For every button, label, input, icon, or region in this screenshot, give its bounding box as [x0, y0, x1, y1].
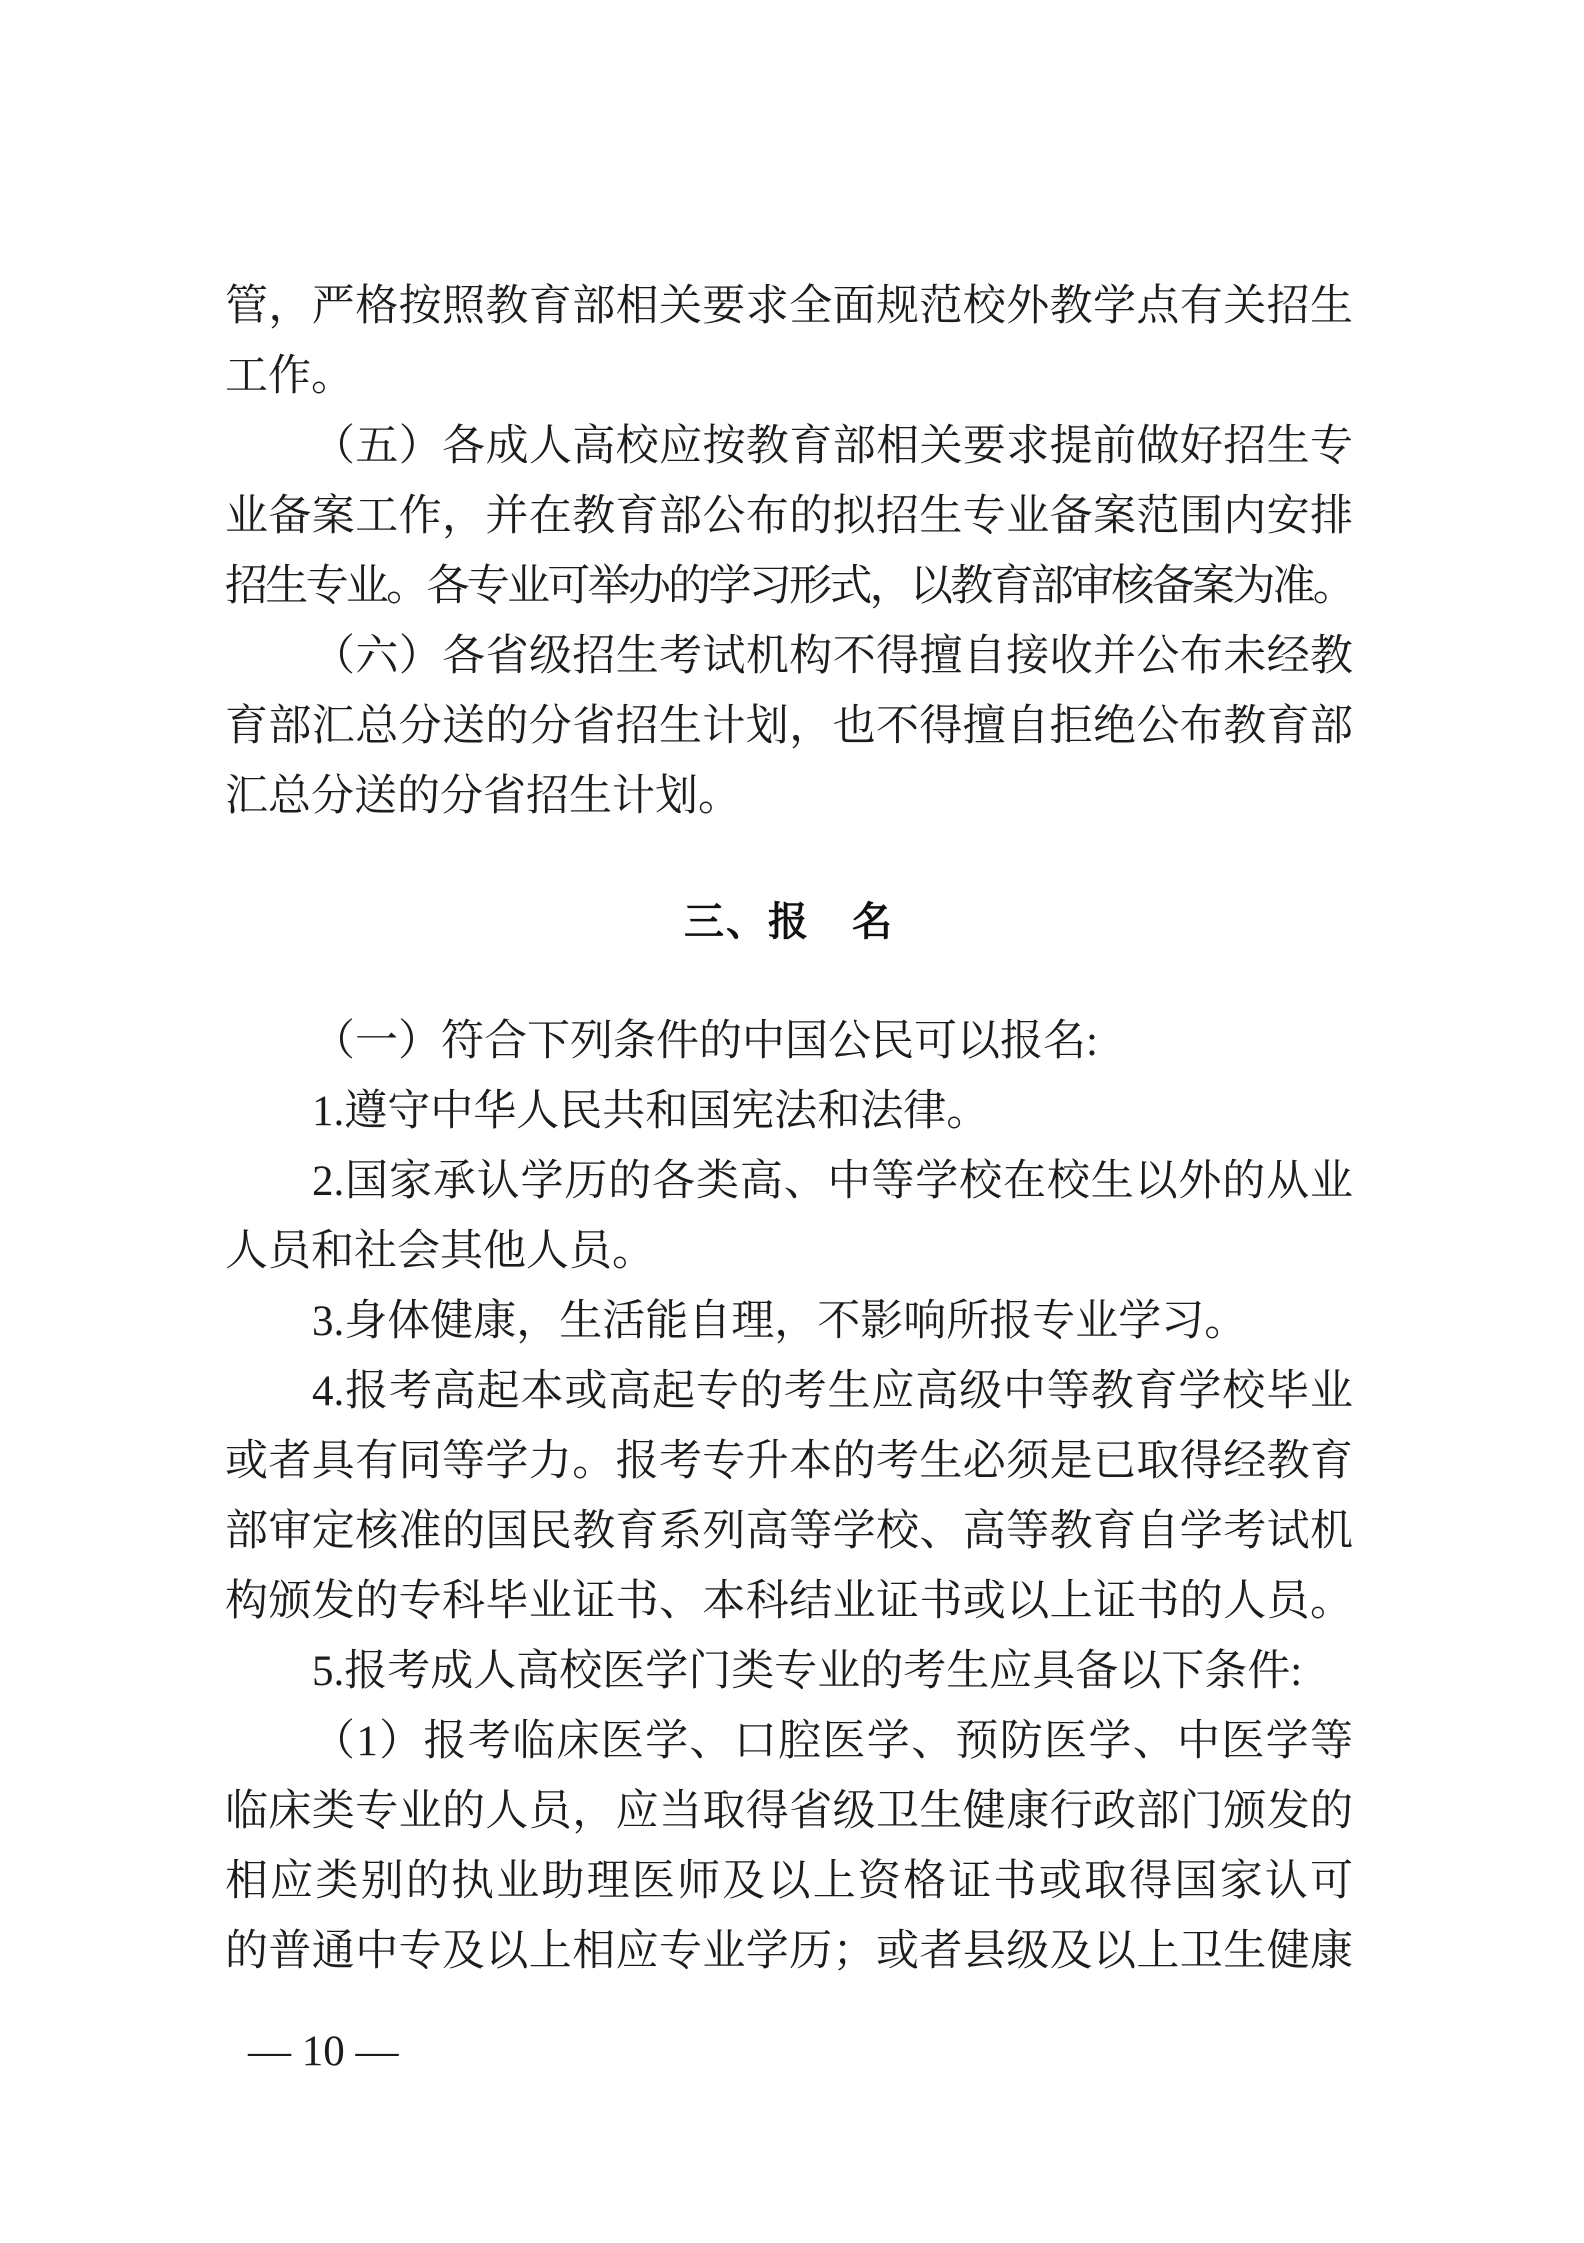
- paragraph-block-top: [225, 272, 1353, 832]
- body-line: 管，严格按照教育部相关要求全面规范校外教学点有关招生: [225, 283, 1353, 330]
- body-line: 或者具有同等学力。报考专升本的考生必须是已取得经教育: [225, 1438, 1353, 1485]
- body-line: 汇总分送的分省招生计划。: [225, 773, 741, 820]
- body-line: 育部汇总分送的分省招生计划，也不得擅自拒绝公布教育部: [225, 703, 1353, 750]
- body-line: 工作。: [225, 353, 354, 400]
- paragraph-block-bottom: [225, 1007, 1353, 1987]
- body-line: 相应类别的执业助理医师及以上资格证书或取得国家认可: [225, 1858, 1353, 1905]
- section-heading: 三、报 名: [684, 900, 894, 944]
- body-line: （1）报考临床医学、口腔医学、预防医学、中医学等: [312, 1718, 1353, 1765]
- body-line: 4.报考高起本或高起专的考生应高级中等教育学校毕业: [312, 1368, 1353, 1415]
- body-line: （一）符合下列条件的中国公民可以报名:: [312, 1018, 1098, 1065]
- body-line: （五）各成人高校应按教育部相关要求提前做好招生专: [312, 423, 1353, 470]
- body-line: 人员和社会其他人员。: [225, 1228, 655, 1275]
- body-line: 2.国家承认学历的各类高、中等学校在校生以外的从业: [312, 1158, 1353, 1205]
- body-line: 招生专业。各专业可举办的学习形式，以教育部审核备案为准。: [225, 563, 1353, 610]
- body-line: 5.报考成人高校医学门类专业的考生应具备以下条件:: [312, 1648, 1303, 1695]
- body-line: 的普通中专及以上相应专业学历；或者县级及以上卫生健康: [225, 1928, 1353, 1975]
- body-line: 构颁发的专科毕业证书、本科结业证书或以上证书的人员。: [225, 1578, 1353, 1625]
- body-line: 临床类专业的人员，应当取得省级卫生健康行政部门颁发的: [225, 1788, 1353, 1835]
- body-line: 1.遵守中华人民共和国宪法和法律。: [312, 1088, 990, 1135]
- body-line: 业备案工作，并在教育部公布的拟招生专业备案范围内安排: [225, 493, 1353, 540]
- body-line: 部审定核准的国民教育系列高等学校、高等教育自学考试机: [225, 1508, 1353, 1555]
- body-line: （六）各省级招生考试机构不得擅自接收并公布未经教: [312, 633, 1353, 680]
- page-number: — 10 —: [248, 2028, 399, 2075]
- body-line: 3.身体健康，生活能自理，不影响所报专业学习。: [312, 1298, 1248, 1345]
